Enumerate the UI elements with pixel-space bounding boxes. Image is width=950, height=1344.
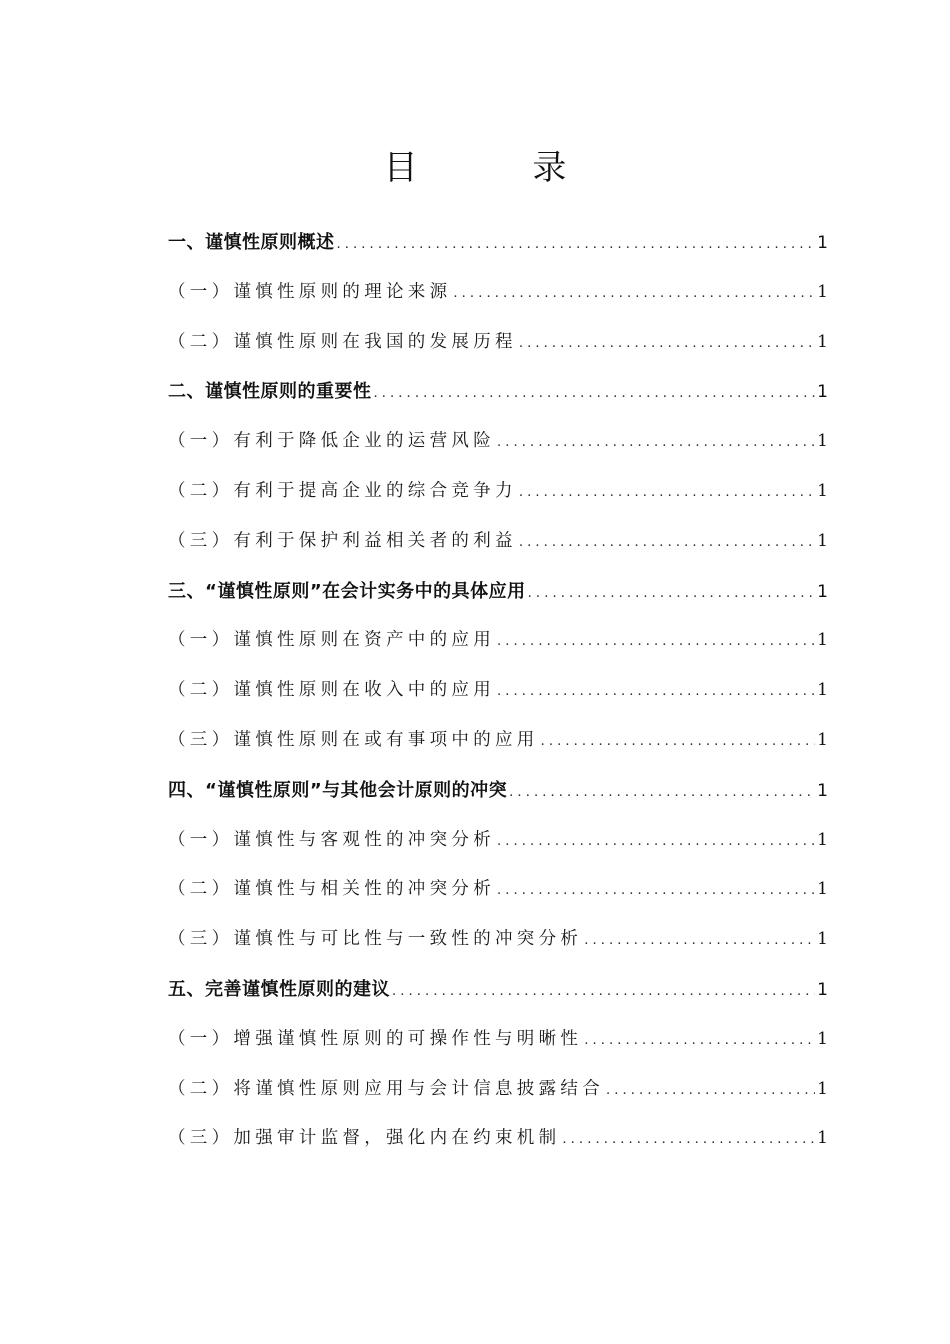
toc-entry-label: 二、谨慎性原则的重要性	[168, 381, 372, 403]
toc-dot-leader	[497, 617, 815, 666]
toc-entry-section[interactable]	[168, 467, 828, 517]
toc-entry-label: 四、“谨慎性原则”与其他会计原则的冲突	[168, 779, 508, 801]
toc-dot-leader	[606, 1066, 815, 1115]
toc-dot-leader	[528, 569, 816, 617]
toc-page-number: 1	[817, 929, 828, 950]
toc-entry-label: （三）加强审计监督，强化内在约束机制	[168, 1128, 561, 1149]
toc-entry-section[interactable]	[168, 915, 828, 965]
toc-entry-label: （一）谨慎性原则的理论来源	[168, 281, 452, 302]
toc-dot-leader	[562, 1115, 815, 1164]
toc-page-number: 1	[817, 581, 828, 602]
toc-entry-label: （二）将谨慎性原则应用与会计信息披露结合	[168, 1078, 604, 1099]
toc-entry-section[interactable]	[168, 865, 828, 915]
toc-entry-label: （三）谨慎性原则在或有事项中的应用	[168, 729, 539, 750]
toc-entry-section[interactable]	[168, 1015, 828, 1065]
toc-dot-leader	[337, 220, 816, 268]
toc-dot-leader	[519, 518, 815, 567]
toc-entry-section[interactable]	[168, 816, 828, 866]
toc-dot-leader	[497, 817, 815, 866]
toc-entry-chapter[interactable]	[168, 965, 828, 1015]
toc-entry-chapter[interactable]	[168, 766, 828, 816]
toc-entry-section[interactable]	[168, 616, 828, 666]
toc-entry-section[interactable]	[168, 268, 828, 318]
toc-entry-section[interactable]	[168, 1114, 828, 1164]
toc-page-number: 1	[817, 979, 828, 1000]
toc-entry-label: 一、谨慎性原则概述	[168, 232, 335, 253]
toc-entry-section[interactable]	[168, 1065, 828, 1115]
toc-page-number: 1	[817, 1028, 828, 1049]
toc-entry-section[interactable]	[168, 716, 828, 766]
toc-entry-chapter[interactable]	[168, 367, 828, 417]
toc-page-number: 1	[817, 1128, 828, 1149]
toc-entry-label: （一）增强谨慎性原则的可操作性与明晰性	[168, 1028, 583, 1049]
toc-entry-section[interactable]	[168, 417, 828, 467]
toc-page-number: 1	[817, 480, 828, 501]
toc-entry-label: （一）谨慎性原则在资产中的应用	[168, 630, 495, 651]
toc-dot-leader	[374, 369, 816, 417]
toc-entry-label: （一）谨慎性与客观性的冲突分析	[168, 829, 495, 850]
toc-entry-label: 五、完善谨慎性原则的建议	[168, 978, 390, 1000]
toc-dot-leader	[519, 468, 815, 517]
toc-page-number: 1	[817, 630, 828, 651]
toc-page-number: 1	[817, 530, 828, 551]
toc-dot-leader	[453, 269, 815, 318]
toc-entry-chapter[interactable]	[168, 567, 828, 617]
toc-entry-label: （三）有利于保护利益相关者的利益	[168, 530, 517, 551]
toc-dot-leader	[519, 319, 815, 368]
toc-entry-label: （二）有利于提高企业的综合竞争力	[168, 480, 517, 501]
toc-page-number: 1	[817, 829, 828, 850]
toc-page-number: 1	[817, 729, 828, 750]
toc-entry-label: （一）有利于降低企业的运营风险	[168, 431, 495, 452]
toc-entry-label: （三）谨慎性与可比性与一致性的冲突分析	[168, 929, 583, 950]
toc-page-number: 1	[817, 879, 828, 900]
toc-title: 目 录	[383, 148, 619, 188]
toc-entry-section[interactable]	[168, 318, 828, 368]
toc-page-number: 1	[817, 233, 828, 253]
toc-entry-label: 三、“谨慎性原则”在会计实务中的具体应用	[168, 580, 526, 602]
toc-dot-leader	[584, 1016, 815, 1065]
toc-entry-label: （二）谨慎性与相关性的冲突分析	[168, 879, 495, 900]
toc-page-number: 1	[817, 780, 828, 801]
toc-page-number: 1	[817, 382, 828, 403]
toc-page-number: 1	[817, 331, 828, 352]
toc-dot-leader	[509, 768, 815, 816]
toc-dot-leader	[541, 717, 816, 766]
toc-page-number: 1	[817, 680, 828, 701]
toc-dot-leader	[497, 866, 815, 915]
toc-dot-leader	[584, 916, 815, 965]
toc-entry-label: （二）谨慎性原则在收入中的应用	[168, 680, 495, 701]
toc-page-number: 1	[817, 1078, 828, 1099]
toc-page-number: 1	[817, 431, 828, 452]
toc-dot-leader	[497, 667, 815, 716]
toc-dot-leader	[497, 418, 815, 467]
table-of-contents	[168, 218, 828, 1164]
toc-entry-label: （二）谨慎性原则在我国的发展历程	[168, 331, 517, 352]
toc-entry-section[interactable]	[168, 517, 828, 567]
toc-dot-leader	[392, 967, 815, 1015]
toc-entry-section[interactable]	[168, 666, 828, 716]
toc-entry-chapter[interactable]	[168, 218, 828, 268]
toc-page-number: 1	[817, 281, 828, 302]
